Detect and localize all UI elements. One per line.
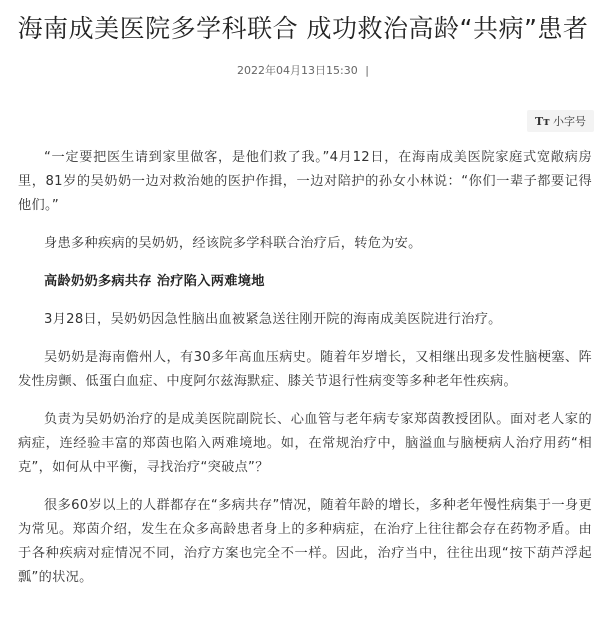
meta-separator: | [365,64,369,77]
article-title: 海南成美医院多学科联合 成功救治高龄“共病”患者 [17,14,589,43]
article-body [18,146,592,604]
paragraph: 负责为吴奶奶治疗的是成美医院副院长、心血管与老年病专家郑茵教授团队。面对老人家的病症，连经验丰富的郑茵也陷入两难境地。如，在常规治疗中，脑溢血与脑梗病人治疗用药“相克”，如何从中平衡，寻找治疗“突破点”？ [18,412,592,475]
font-size-icon: Tт [534,114,550,128]
paragraph: 吴奶奶是海南儋州人，有30多年高血压病史。随着年岁增长，又相继出现多发性脑梗塞、阵发性房颤、低蛋白血症、中度阿尔兹海默症、膝关节退行性病变等多种老年性疾病。 [18,350,592,389]
section-heading: 高龄奶奶多病共存 治疗陷入两难境地 [44,274,265,289]
publish-date: 2022年04月13日15:30 [237,64,358,77]
font-size-toggle-button[interactable] [527,110,594,132]
paragraph: “一定要把医生请到家里做客，是他们救了我。”4月12日，在海南成美医院家庭式宽敞病房里，81岁的吴奶奶一边对救治她的医护作揖，一边对陪护的孙女小林说：“你们一辈子都要记得他们。” [18,150,592,213]
paragraph: 很多60岁以上的人群都存在“多病共存”情况，随着年龄的增长，多种老年慢性病集于一身更为常见。郑茵介绍，发生在众多高龄患者身上的多种病症，在治疗上往往都会存在药物矛盾。由于各种疾病对症情况不同，治疗方案也完全不一样。因此，治疗当中，往往出现“按下葫芦浮起瓢”的状况。 [18,498,592,585]
font-size-label: 小字号 [553,115,586,128]
article-meta [0,64,606,78]
paragraph: 身患多种疾病的吴奶奶，经该院多学科联合治疗后，转危为安。 [44,236,422,251]
paragraph: 3月28日，吴奶奶因急性脑出血被紧急送往刚开院的海南成美医院进行治疗。 [44,312,502,327]
